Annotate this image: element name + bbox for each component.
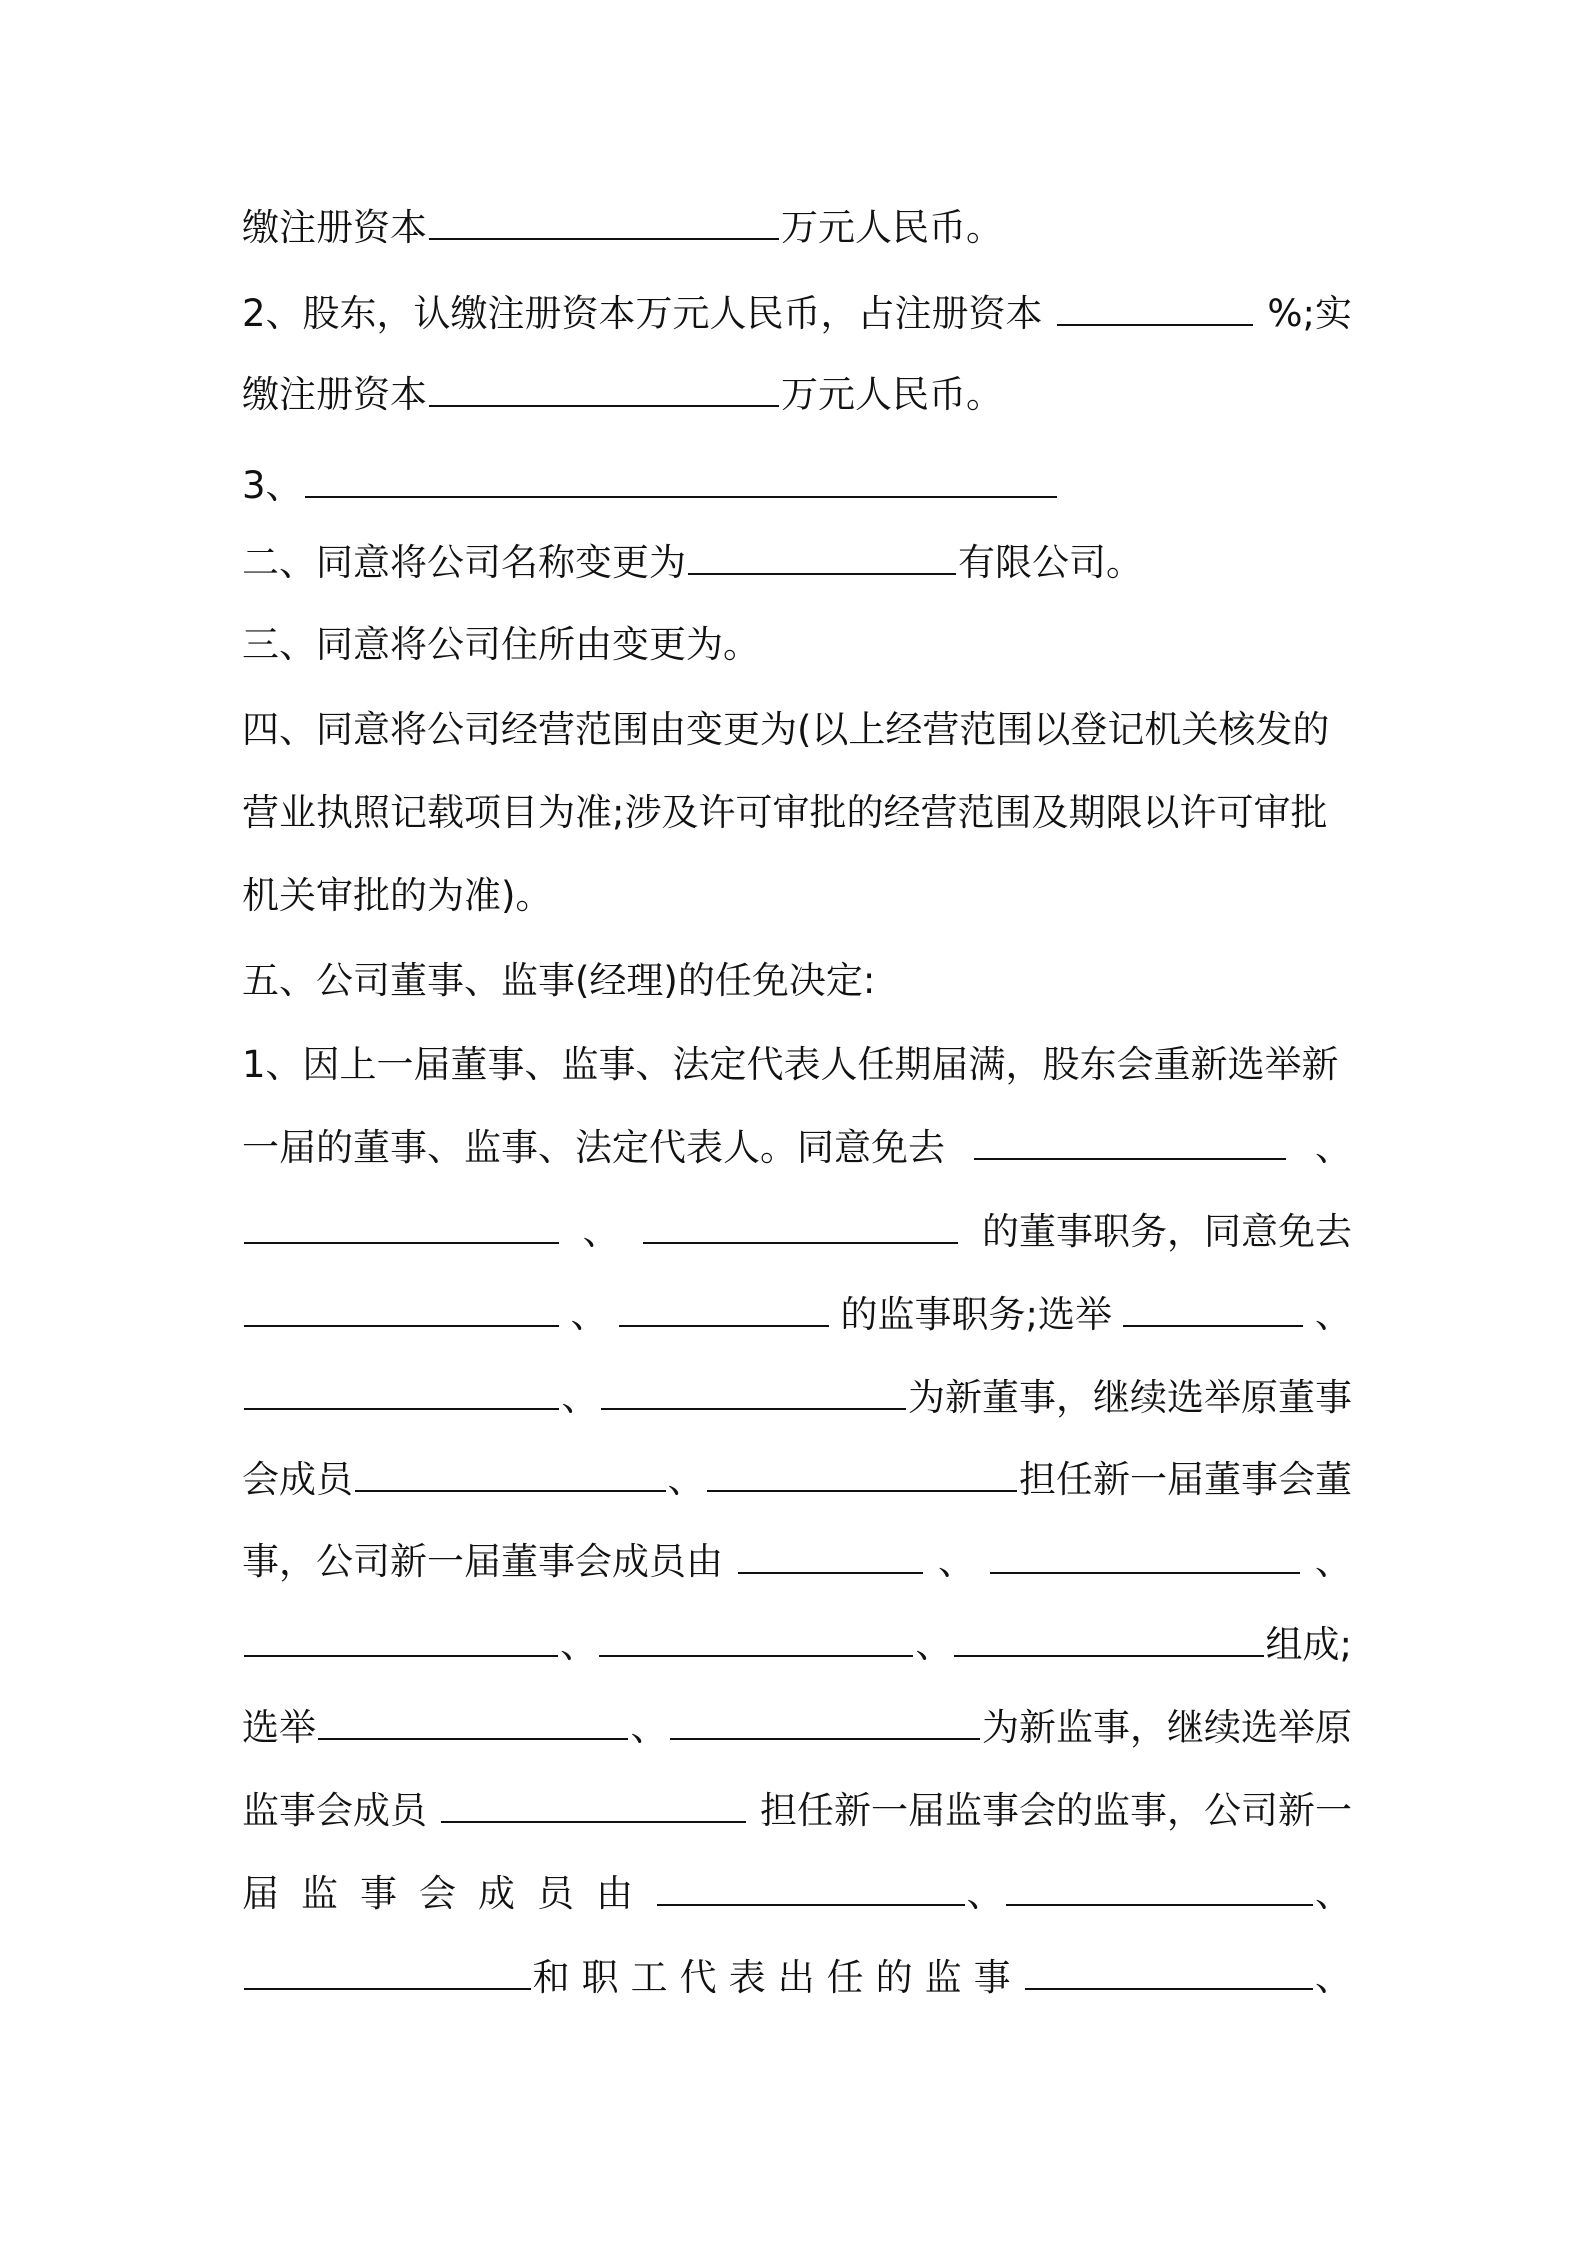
fill-blank — [244, 1374, 559, 1410]
line-text: 、 — [667, 1458, 705, 1501]
doc-line-4 — [242, 456, 1352, 516]
line-text: 监事会成员 — [242, 1789, 427, 1832]
fill-blank — [643, 1208, 958, 1244]
line-text: 、 — [1315, 1540, 1352, 1583]
line-text: 一届的董事、监事、法定代表人。同意免去 — [242, 1126, 945, 1169]
line-text: 、 — [560, 1623, 598, 1666]
line-text: 万元人民币。 — [781, 206, 1003, 249]
fill-blank — [601, 1374, 906, 1410]
doc-line-14 — [242, 1285, 1352, 1345]
line-text: 、 — [966, 1872, 1004, 1915]
line-text: 缴注册资本 — [242, 206, 427, 249]
line-text: 的监事职务;选举 — [840, 1293, 1112, 1336]
line-text: 会成员 — [242, 1458, 353, 1501]
line-text: 五、公司董事、监事(经理)的任免决定: — [242, 959, 876, 1002]
doc-line-7 — [242, 700, 1352, 760]
fill-blank — [707, 1456, 1018, 1492]
line-text: 、 — [1314, 1293, 1352, 1336]
doc-line-6 — [242, 615, 1352, 675]
fill-blank — [441, 1787, 746, 1823]
line-text: 1、因上一届董事、监事、法定代表人任期届满，股东会重新选举新 — [242, 1043, 1339, 1086]
doc-line-17 — [242, 1532, 1352, 1592]
fill-blank — [244, 1621, 558, 1657]
fill-blank — [954, 1621, 1263, 1657]
line-text: 事，公司新一届董事会成员由 — [242, 1540, 723, 1583]
fill-blank — [318, 1704, 628, 1740]
doc-line-10 — [242, 951, 1352, 1011]
doc-line-18 — [242, 1615, 1352, 1675]
fill-blank — [688, 539, 956, 575]
line-text: 、 — [1315, 1872, 1352, 1915]
line-text: 、 — [1315, 1126, 1352, 1169]
line-text: 为新监事，继续选举原 — [982, 1706, 1352, 1749]
fill-blank — [599, 1621, 913, 1657]
doc-line-2 — [242, 284, 1352, 344]
line-text: 的董事职务，同意免去 — [981, 1210, 1352, 1253]
line-text: 有限公司。 — [958, 541, 1143, 584]
doc-line-15 — [242, 1368, 1352, 1428]
fill-blank — [429, 204, 779, 240]
line-text: 四、同意将公司经营范围由变更为(以上经营范围以登记机关核发的 — [242, 708, 1330, 751]
fill-blank — [670, 1704, 980, 1740]
line-text: 担任新一届董事会董 — [1019, 1458, 1352, 1501]
line-text: 、 — [915, 1623, 953, 1666]
fill-blank — [355, 1456, 666, 1492]
doc-line-20 — [242, 1781, 1352, 1841]
fill-blank — [1123, 1291, 1303, 1327]
doc-line-9 — [242, 866, 1352, 926]
doc-line-13 — [242, 1202, 1352, 1262]
doc-line-1 — [242, 198, 1352, 258]
line-text: 组成; — [1265, 1623, 1352, 1666]
fill-blank — [738, 1538, 923, 1574]
line-text: 缴注册资本 — [242, 373, 427, 416]
doc-line-12 — [242, 1118, 1352, 1178]
line-text: 、 — [1315, 1956, 1352, 1999]
fill-blank — [1025, 1954, 1313, 1990]
fill-blank — [305, 462, 1057, 498]
line-text: 机关审批的为准)。 — [242, 874, 553, 917]
line-text: 担任新一届监事会的监事，公司新一 — [760, 1789, 1352, 1832]
line-text: 3、 — [242, 464, 303, 507]
doc-line-19 — [242, 1698, 1352, 1758]
line-text: 和职工代表出任的监事 — [532, 1956, 1023, 1999]
fill-blank — [1057, 290, 1253, 326]
fill-blank — [429, 371, 779, 407]
doc-line-11 — [242, 1035, 1352, 1095]
line-text: 、 — [582, 1210, 620, 1253]
line-text: 、 — [561, 1376, 599, 1419]
line-text: 二、同意将公司名称变更为 — [242, 541, 686, 584]
fill-blank — [619, 1291, 829, 1327]
line-text: 届监事会成员由 — [242, 1872, 655, 1915]
fill-blank — [244, 1208, 559, 1244]
line-text: 万元人民币。 — [781, 373, 1003, 416]
doc-line-22 — [242, 1948, 1352, 2008]
fill-blank — [974, 1124, 1286, 1160]
doc-line-3 — [242, 365, 1352, 425]
fill-blank — [1006, 1870, 1314, 1906]
line-text: 、 — [570, 1293, 608, 1336]
doc-line-8 — [242, 783, 1352, 843]
line-text: 营业执照记载项目为准;涉及许可审批的经营范围及期限以许可审批 — [242, 791, 1328, 834]
fill-blank — [244, 1954, 531, 1990]
line-text: %;实 — [1267, 292, 1352, 335]
line-text: 2、股东，认缴注册资本万元人民币，占注册资本 — [242, 292, 1043, 335]
fill-blank — [657, 1870, 965, 1906]
fill-blank — [990, 1538, 1300, 1574]
doc-line-21 — [242, 1864, 1352, 1924]
line-text: 三、同意将公司住所由变更为。 — [242, 623, 760, 666]
doc-line-5 — [242, 533, 1352, 593]
fill-blank — [244, 1291, 559, 1327]
line-text: 为新董事，继续选举原董事 — [907, 1376, 1352, 1419]
line-text: 、 — [630, 1706, 668, 1749]
line-text: 、 — [938, 1540, 975, 1583]
doc-line-16 — [242, 1450, 1352, 1510]
line-text: 选举 — [242, 1706, 316, 1749]
